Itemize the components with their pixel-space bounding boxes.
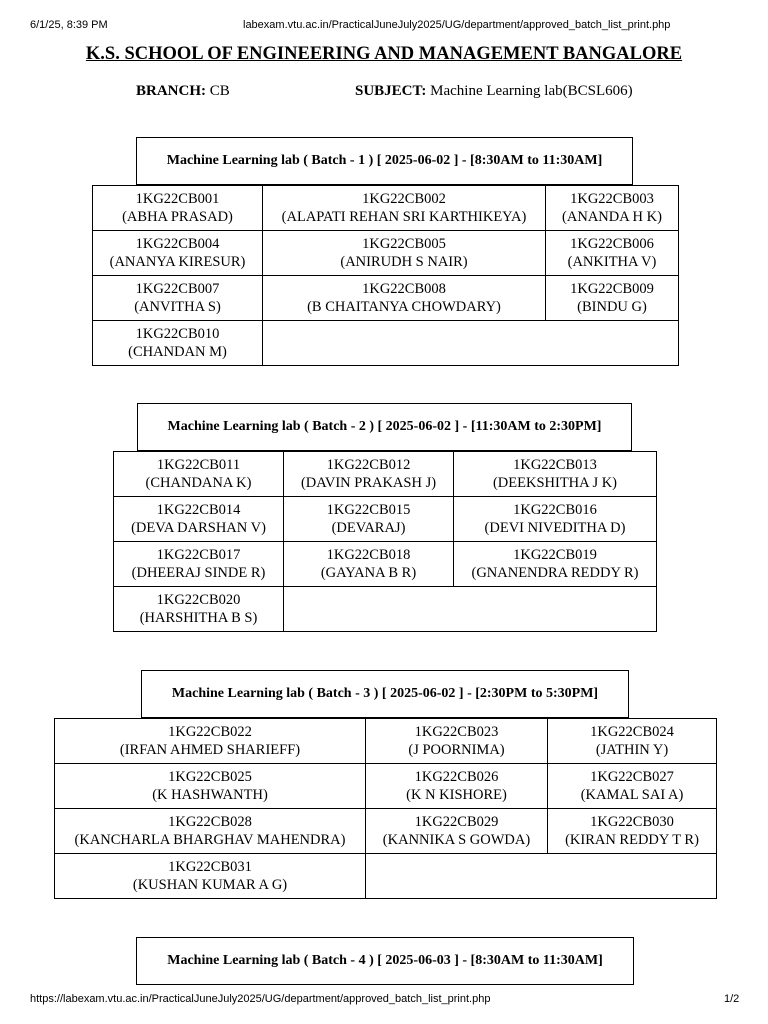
print-footer-url: https://labexam.vtu.ac.in/PracticalJuneJuly2025/UG/department/approved_batch_list_print.php (30, 993, 491, 1005)
branch-value: CB (209, 83, 230, 99)
student-cell: 1KG22CB024 (JATHIN Y) (548, 719, 717, 764)
student-cell: 1KG22CB020 (HARSHITHA B S) (114, 587, 284, 632)
page-title: K.S. SCHOOL OF ENGINEERING AND MANAGEMENT BANGALORE (85, 44, 683, 64)
student-cell: 1KG22CB013 (DEEKSHITHA J K) (454, 452, 657, 497)
student-cell: 1KG22CB017 (DHEERAJ SINDE R) (114, 542, 284, 587)
student-cell: 1KG22CB028 (KANCHARLA BHARGHAV MAHENDRA) (55, 809, 366, 854)
empty-cell (366, 854, 717, 899)
batch-1-table (92, 185, 679, 366)
batch-3-title: Machine Learning lab ( Batch - 3 ) [ 2025-06-02 ] - [2:30PM to 5:30PM] (141, 670, 629, 718)
branch-info (136, 83, 230, 100)
print-header-url: labexam.vtu.ac.in/PracticalJuneJuly2025/UG/department/approved_batch_list_print.php (243, 19, 671, 31)
student-cell: 1KG22CB008 (B CHAITANYA CHOWDARY) (263, 276, 546, 321)
student-cell: 1KG22CB009 (BINDU G) (546, 276, 679, 321)
student-cell: 1KG22CB005 (ANIRUDH S NAIR) (263, 231, 546, 276)
student-cell: 1KG22CB031 (KUSHAN KUMAR A G) (55, 854, 366, 899)
batch-1-title: Machine Learning lab ( Batch - 1 ) [ 2025-06-02 ] - [8:30AM to 11:30AM] (136, 137, 633, 185)
batch-2-table (113, 451, 657, 632)
student-cell: 1KG22CB026 (K N KISHORE) (366, 764, 548, 809)
student-cell: 1KG22CB029 (KANNIKA S GOWDA) (366, 809, 548, 854)
student-cell: 1KG22CB022 (IRFAN AHMED SHARIEFF) (55, 719, 366, 764)
branch-label: BRANCH: (136, 83, 206, 99)
student-cell: 1KG22CB004 (ANANYA KIRESUR) (93, 231, 263, 276)
empty-cell (263, 321, 679, 366)
batch-2-title: Machine Learning lab ( Batch - 2 ) [ 2025-06-02 ] - [11:30AM to 2:30PM] (137, 403, 632, 451)
student-cell: 1KG22CB018 (GAYANA B R) (284, 542, 454, 587)
student-cell: 1KG22CB002 (ALAPATI REHAN SRI KARTHIKEYA) (263, 186, 546, 231)
student-cell: 1KG22CB019 (GNANENDRA REDDY R) (454, 542, 657, 587)
student-cell: 1KG22CB007 (ANVITHA S) (93, 276, 263, 321)
empty-cell (284, 587, 657, 632)
student-cell: 1KG22CB015 (DEVARAJ) (284, 497, 454, 542)
student-cell: 1KG22CB014 (DEVA DARSHAN V) (114, 497, 284, 542)
student-cell: 1KG22CB016 (DEVI NIVEDITHA D) (454, 497, 657, 542)
student-cell: 1KG22CB001 (ABHA PRASAD) (93, 186, 263, 231)
student-cell: 1KG22CB027 (KAMAL SAI A) (548, 764, 717, 809)
print-timestamp: 6/1/25, 8:39 PM (30, 19, 108, 31)
student-cell: 1KG22CB012 (DAVIN PRAKASH J) (284, 452, 454, 497)
batch-3-table (54, 718, 717, 899)
subject-info (355, 83, 633, 100)
student-cell: 1KG22CB003 (ANANDA H K) (546, 186, 679, 231)
subject-label: SUBJECT: (355, 83, 427, 99)
student-cell: 1KG22CB030 (KIRAN REDDY T R) (548, 809, 717, 854)
batch-4-title: Machine Learning lab ( Batch - 4 ) [ 2025-06-03 ] - [8:30AM to 11:30AM] (136, 937, 634, 985)
subject-value: Machine Learning lab(BCSL606) (430, 83, 633, 99)
student-cell: 1KG22CB023 (J POORNIMA) (366, 719, 548, 764)
student-cell: 1KG22CB025 (K HASHWANTH) (55, 764, 366, 809)
student-cell: 1KG22CB011 (CHANDANA K) (114, 452, 284, 497)
student-cell: 1KG22CB006 (ANKITHA V) (546, 231, 679, 276)
print-page-number: 1/2 (724, 993, 740, 1005)
student-cell: 1KG22CB010 (CHANDAN M) (93, 321, 263, 366)
